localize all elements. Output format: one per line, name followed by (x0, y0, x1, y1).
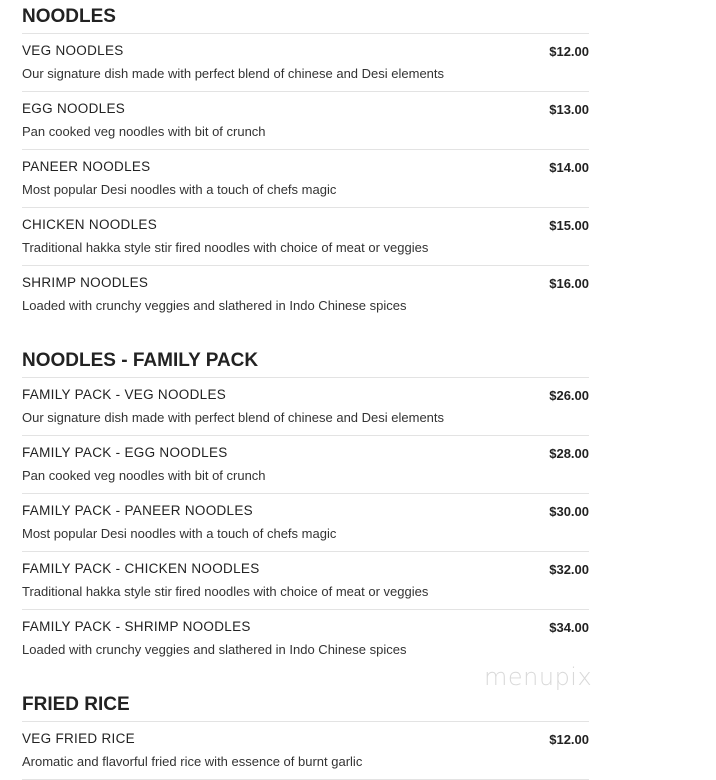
menu-item (22, 436, 589, 494)
item-description: Our signature dish made with perfect blend of chinese and Desi elements (22, 410, 445, 425)
item-name: FAMILY PACK - VEG NOODLES (22, 387, 227, 402)
item-price: $12.00 (549, 732, 589, 747)
menu-section-noodles-family-pack (22, 344, 589, 667)
menu-item (22, 34, 589, 92)
item-description: Most popular Desi noodles with a touch of chefs magic (22, 182, 337, 197)
menu-item (22, 378, 589, 436)
menu-section-noodles (22, 0, 589, 323)
menu-item (22, 610, 589, 667)
item-name: EGG NOODLES (22, 101, 126, 116)
item-name: FAMILY PACK - SHRIMP NOODLES (22, 619, 251, 634)
item-price: $32.00 (549, 562, 589, 577)
item-description: Traditional hakka style stir fired noodles with choice of meat or veggies (22, 240, 429, 255)
item-price: $34.00 (549, 620, 589, 635)
item-price: $15.00 (549, 218, 589, 233)
item-description: Pan cooked veg noodles with bit of crunch (22, 468, 266, 483)
item-name: FAMILY PACK - CHICKEN NOODLES (22, 561, 260, 576)
item-price: $30.00 (549, 504, 589, 519)
watermark-logo: menupix (484, 663, 593, 691)
section-title: NOODLES (22, 0, 589, 34)
menu-item (22, 208, 589, 266)
item-description: Aromatic and flavorful fried rice with essence of burnt garlic (22, 754, 363, 769)
menu-item (22, 494, 589, 552)
item-description: Most popular Desi noodles with a touch of chefs magic (22, 526, 337, 541)
item-name: PANEER NOODLES (22, 159, 151, 174)
section-title: NOODLES - FAMILY PACK (22, 344, 589, 378)
menu-item (22, 552, 589, 610)
item-description: Loaded with crunchy veggies and slathered in Indo Chinese spices (22, 298, 407, 313)
item-price: $26.00 (549, 388, 589, 403)
item-description: Pan cooked veg noodles with bit of crunch (22, 124, 266, 139)
item-name: FAMILY PACK - EGG NOODLES (22, 445, 228, 460)
item-description: Our signature dish made with perfect blend of chinese and Desi elements (22, 66, 445, 81)
item-price: $28.00 (549, 446, 589, 461)
item-name: VEG FRIED RICE (22, 731, 135, 746)
item-name: FAMILY PACK - PANEER NOODLES (22, 503, 253, 518)
item-price: $16.00 (549, 276, 589, 291)
item-price: $14.00 (549, 160, 589, 175)
section-title: FRIED RICE (22, 688, 589, 722)
menu-item (22, 150, 589, 208)
item-name: VEG NOODLES (22, 43, 124, 58)
menu-item (22, 722, 589, 780)
item-price: $12.00 (549, 44, 589, 59)
item-description: Loaded with crunchy veggies and slathered in Indo Chinese spices (22, 642, 407, 657)
item-price: $13.00 (549, 102, 589, 117)
menu-item (22, 92, 589, 150)
item-name: SHRIMP NOODLES (22, 275, 149, 290)
menu-section-fried-rice (22, 688, 589, 780)
item-name: CHICKEN NOODLES (22, 217, 158, 232)
item-description: Traditional hakka style stir fired noodles with choice of meat or veggies (22, 584, 429, 599)
menu-item (22, 266, 589, 323)
